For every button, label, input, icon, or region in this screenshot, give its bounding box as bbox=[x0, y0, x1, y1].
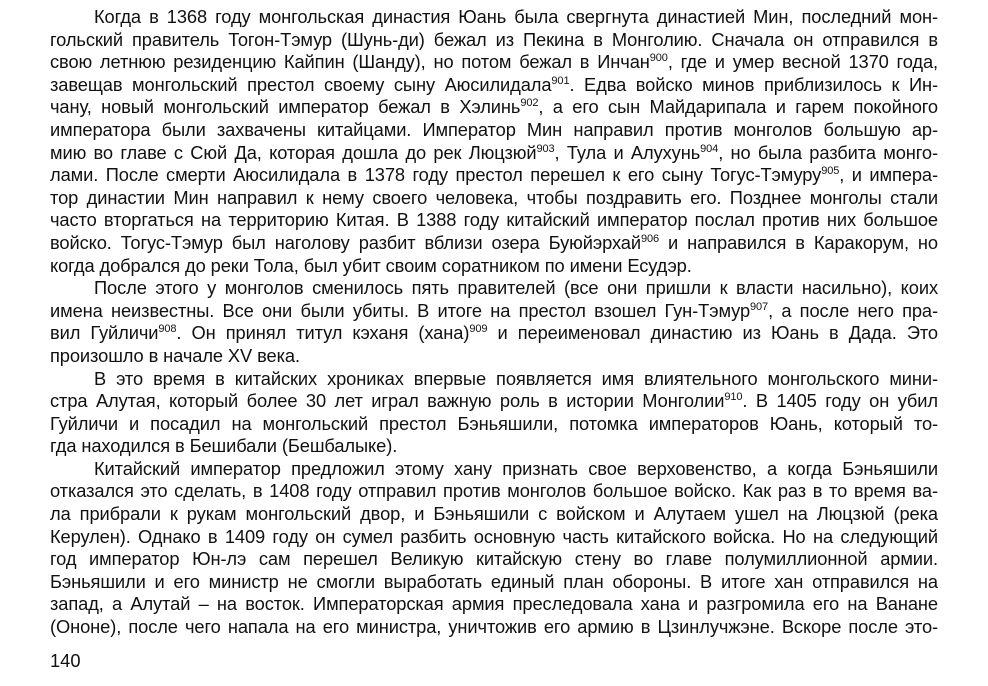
text-run: запад, а Алутай – на восток. Императорская армия преследовала хана и разгромила его на Ванане bbox=[50, 593, 938, 615]
footnote-ref: 903 bbox=[536, 142, 555, 155]
text-run: , и импера- bbox=[839, 164, 938, 186]
text-run: , а его сын Майдарипала и гарем покойного bbox=[538, 96, 938, 118]
text-run: , где и умер весной 1370 года, bbox=[667, 51, 939, 73]
text-run: год император Юн-лэ сам перешел Великую китайскую стену во главе полумиллионной армии. bbox=[50, 548, 938, 570]
text-run: В это время в китайских хрониках впервые появляется имя влиятельного монгольского мини- bbox=[94, 367, 938, 389]
text-line bbox=[50, 164, 938, 187]
text-run: Китайский император предложил этому хану признать свое верховенство, а когда Бэньяшили bbox=[94, 457, 938, 479]
text-run: . В 1405 году он убил bbox=[742, 390, 938, 412]
text-run: свою летнюю резиденцию Кайпин (Шанду), но потом бежал в Инчан bbox=[50, 51, 650, 73]
body-text bbox=[50, 6, 938, 639]
text-run: имена неизвестны. Все они были убиты. В итоге на престол взошел Гун-Тэмур bbox=[50, 299, 751, 321]
text-run: , а после него пра- bbox=[768, 299, 938, 321]
text-run: . Едва войско минов приблизилось к Ин- bbox=[569, 73, 938, 95]
text-line bbox=[50, 616, 938, 639]
text-line bbox=[50, 526, 938, 549]
text-line bbox=[50, 458, 938, 481]
text-run: часто вторгаться на территорию Китая. В 1388 году китайский император послал против них большое bbox=[50, 209, 938, 231]
text-run: когда добрался до реки Тола, был убит своим соратником по имени Есудэр. bbox=[50, 254, 692, 276]
text-run: Когда в 1368 году монгольская династия Юань была свергнута династией Мин, последний мон- bbox=[94, 6, 938, 27]
text-line bbox=[50, 345, 938, 368]
text-run: чану, новый монгольский император бежал в Хэлинь bbox=[50, 96, 521, 118]
footnote-ref: 900 bbox=[649, 52, 668, 65]
text-line bbox=[50, 255, 938, 278]
footnote-ref: 907 bbox=[750, 300, 769, 313]
text-line bbox=[50, 390, 938, 413]
text-run: После этого у монголов сменилось пять правителей (все они пришли к власти насильно), коих bbox=[94, 277, 938, 299]
text-line bbox=[50, 300, 938, 323]
text-line bbox=[50, 6, 938, 29]
footnote-ref: 910 bbox=[724, 391, 743, 404]
text-line bbox=[50, 368, 938, 391]
text-run: Керулен). Однако в 1409 году он сумел разбить основную часть китайского войска. Но на следующий bbox=[50, 525, 938, 547]
text-line bbox=[50, 119, 938, 142]
text-run: мию во главе с Сюй Да, которая дошла до рек Люцзюй bbox=[50, 141, 537, 163]
page-number: 140 bbox=[50, 650, 81, 671]
text-line bbox=[50, 187, 938, 210]
footnote-ref: 902 bbox=[520, 97, 539, 110]
footnote-ref: 909 bbox=[469, 323, 488, 336]
paragraph bbox=[50, 458, 938, 639]
text-run: произошло в начале XV века. bbox=[50, 344, 300, 366]
text-run: гда находился в Бешибали (Бешбалыке). bbox=[50, 435, 398, 457]
text-line bbox=[50, 503, 938, 526]
text-run: императора были захвачены китайцами. Император Мин направил против монголов большую ар- bbox=[50, 118, 938, 140]
text-line bbox=[50, 435, 938, 458]
paragraph bbox=[50, 368, 938, 458]
text-run: и переименовал династию из Юань в Дада. Это bbox=[487, 322, 938, 344]
text-line bbox=[50, 548, 938, 571]
text-run: , но была разбита монго- bbox=[718, 141, 938, 163]
text-run: отказался это сделать, в 1408 году отправил против монголов большое войско. Как раз в то время ва- bbox=[50, 480, 938, 502]
text-run: завещав монгольский престол своему сыну Аюсилидала bbox=[50, 73, 552, 95]
text-line bbox=[50, 571, 938, 594]
text-run: войско. Тогус-Тэмур был наголову разбит вблизи озера Буюйэрхай bbox=[50, 231, 641, 253]
text-line bbox=[50, 480, 938, 503]
text-run: вил Гуйличи bbox=[50, 322, 159, 344]
text-run: тор династии Мин направил к нему своего человека, чтобы поздравить его. Позднее монголы стали bbox=[50, 186, 938, 208]
text-run: Бэньяшили и его министр не смогли выработать единый план обороны. В итоге хан отправился на bbox=[50, 570, 938, 592]
paragraph bbox=[50, 6, 938, 277]
text-line bbox=[50, 51, 938, 74]
text-line bbox=[50, 593, 938, 616]
text-line bbox=[50, 142, 938, 165]
footnote-ref: 901 bbox=[551, 74, 570, 87]
paragraph bbox=[50, 277, 938, 367]
text-run: лами. После смерти Аюсилидала в 1378 году престол перешел к его сыну Тогус-Тэмуру bbox=[50, 164, 822, 186]
text-run: Гуйличи и посадил на монгольский престол Бэньяшили, потомка императоров Юань, который то- bbox=[50, 412, 938, 434]
footnote-ref: 908 bbox=[158, 323, 177, 336]
text-run: ла прибрали к рукам монгольский двор, и Бэньяшили с войском и Алутаем ушел на Люцзюй (река bbox=[50, 503, 938, 525]
text-line bbox=[50, 29, 938, 52]
footnote-ref: 906 bbox=[640, 232, 660, 245]
text-line bbox=[50, 232, 938, 255]
text-line bbox=[50, 209, 938, 232]
text-run: . Он принял титул кэханя (хана) bbox=[176, 322, 470, 344]
text-run: гольский правитель Тогон-Тэмур (Шунь-ди) бежал из Пекина в Монголию. Сначала он отправился в bbox=[50, 28, 938, 50]
text-run: , Тула и Алухунь bbox=[554, 141, 701, 163]
footnote-ref: 904 bbox=[700, 142, 719, 155]
text-run: (Ононе), после чего напала на его министра, уничтожив его армию в Цзинлучжэне. Вскоре после это- bbox=[50, 616, 938, 638]
text-line bbox=[50, 322, 938, 345]
text-run: и направился в Каракорум, но bbox=[659, 231, 938, 253]
text-run: стра Алутая, который более 30 лет играл важную роль в истории Монголии bbox=[50, 390, 725, 412]
text-line bbox=[50, 96, 938, 119]
footnote-ref: 905 bbox=[821, 165, 840, 178]
text-line bbox=[50, 74, 938, 97]
text-line bbox=[50, 277, 938, 300]
text-line bbox=[50, 413, 938, 436]
